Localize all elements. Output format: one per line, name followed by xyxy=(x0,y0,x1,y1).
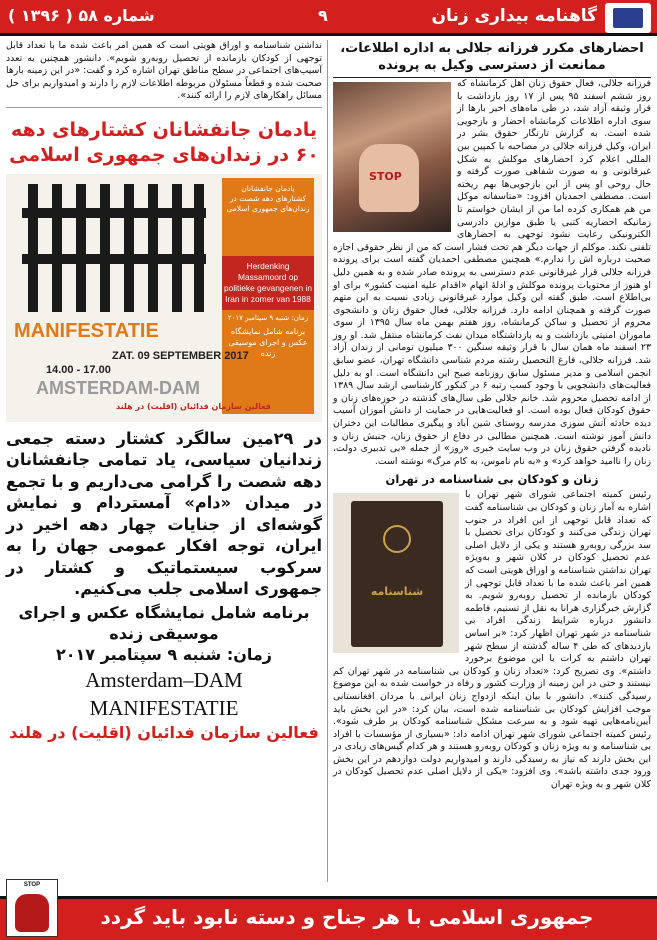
issue-number: شماره ۵۸ ( ۱۳۹۶ ) xyxy=(8,6,155,25)
memorial-title: یادمان جانفشانان کشتارهای دهه ۶۰ در زندان‌های جمهوری اسلامی xyxy=(9,118,319,166)
id-booklet-label: شناسنامه xyxy=(370,585,424,599)
article2-continuation: نداشتن شناسنامه و اوراق هویتی است که همین امر باعث شده ما با تعداد قابل توجهی از کودکان بازمانده از تحصیل روبه‌رو شویم». دانشور همچنین به تعدد آسیب‌های اجتماعی در سطح مناطق تهران اشاره کرد و گفت: «در این زمینه بارها صحبت شده و قطعاً مسئولان مربوطه اطلاعات لازم را دارند و امیدواریم برای حل مسائل راهکارهای لازم را ارائه کنند». xyxy=(6,40,322,108)
memorial-date: زمان: شنبه ۹ سپتامبر ۲۰۱۷ xyxy=(56,644,272,664)
poster-date: ZAT. 09 SEPTEMBER 2017 xyxy=(112,349,249,362)
article1-body: فرزانه جلالی، فعال حقوق زنان اهل کرمانشاه که روز ششم اسفند ۹۵ پس از ۱۷ روز بازداشت با قرار وثیقه آزاد شد، در طی ماه‌های اخیر بارها از سوی اداره اطلاعات کرمانشاه احضار و بازجویی شده است. به گزارش تارنگار حقوق بشر در ایران، وکیل فرزانه جلالی در مصاحبه با کمپین بین المللی اعلام کرد احضارهای موکلش به شکل غیرقانونی و به صورت شفاهی صورت گرفته و حال روحی او پس از این بازجویی‌ها بهم ریخته است. مصطفی احمدیان افزود: «متاسفانه موکل من هم همکاری کرده اما من از ایشان خواستم تا زمانیکه احضاریه کتبی یا طبق موازین دادرسی الکترونیکی رعایت نشود توجهی به احضارهای تلفنی نکند. موکلم از جهات دیگر هم تحت فشار است که من از نظر حقوقی اجازه صحبت درباره اش را ندارم.» همچنین مصطفی احمدیان گفته است برای پرونده فرزانه جلالی قرار غیرقانونی عدم دسترسی به پرونده صادر شده و به همین دلیل او هنوز از محتویات پرونده موکلش و ادلهٔ اتهام «اقدام علیه امنیت کشور» برای او بی‌اطلاع است. طبق گفته این وکیل موارد غیرقانونی زیادی نسبت به این متهم صورت گرفته و همچنان ادامه دارد. فرزانه جلالی، فعال حقوق زنان و دانشجوی محروم از تحصیل و ساکن کرمانشاه، روز هفتم بهمن ماه سال ۱۳۹۵ از سوی ماموران امنیتی بازداشت و به بازداشتگاه میدان نفت کرمانشاه منتقل شد. او روز ۲۳ اسفند ماه همان سال با قرار وثیقه سنگین ۳۰۰ میلیون تومانی از زندان آزاد شد. فرزانه جلالی، فارغ التحصیل رشته مردم شناسی دانشگاه تهران، عضو سابق انجمن اسلامی و مدیر مسئول سابق روزنامه صبح این دانشگاه است. او به دلیل فعالیت‌های دانشجویی با وجود کسب رتبه ۶ در کنکور کارشناسی ارشد سال ۱۳۸۹ از ادامه تحصیل محروم شد. خانم جلالی طی سال‌های گذشته در حوزه‌های زنان و حقوق کودکان فعال بوده است. او فعالیت‌هایی در حمایت از دانش آموزان آسیب دیده حادثه آتش سوزی مدرسه روستای شین آباد و پیگیری مطالبات این دختران دانش آموز نوشته است. همچنین مطالبی در دفاع از حقوق زنان، جنبش زنان و نادیده گرفتن حقوق زنان در وب سایت خبری «روز» از جمله «بی تدبیری دولت، زنان را ناامید خواهد کرد» و «به نام ناموس، به کام مرگ» نوشته است. xyxy=(333,78,652,467)
poster-fa-program: برنامه شامل نمایشگاه عکس و اجرای موسیقی زنده xyxy=(228,326,308,358)
poster-place: AMSTERDAM-DAM xyxy=(36,377,200,398)
article2-title: زنان و کودکان بی شناسنامه در تهران xyxy=(385,472,599,487)
page-footer xyxy=(0,882,657,940)
stop-hand-icon xyxy=(359,144,419,212)
poster-orange-panel xyxy=(222,178,314,414)
memorial-program: برنامه شامل نمایشگاه عکس و اجرای موسیقی زنده xyxy=(18,602,310,643)
left-column xyxy=(6,40,322,743)
right-column xyxy=(333,40,651,792)
id-booklet-cover xyxy=(351,501,443,647)
event-poster xyxy=(6,174,322,422)
stop-logo-text: STOP xyxy=(23,882,41,888)
id-booklet-photo-icon xyxy=(333,493,459,653)
poster-org: فعالین سازمان فدائیان (اقلیت) در هلند xyxy=(116,401,271,411)
prison-bars-icon xyxy=(28,184,198,314)
memorial-main-text: در ۲۹مین سالگرد کشتار دسته جمعی زندانیان سیاسی، یاد تمامی جانفشانان دهه شصت را گرامی می‌داریم و با تجمع در میدان «دام» آمستردام و نمایش گوشه‌ای از جنایات چهار دهه اخیر در ایران، توجه افکار عمومی جهان را به سرکوب سیستماتیک و کشتار در جمهوری اسلامی جلب می‌کنیم. xyxy=(6,428,322,599)
article1-title: احضارهای مکرر فرزانه جلالی به اداره اطلاعات، ممانعت از دسترسی وکیل به پرونده xyxy=(333,40,651,78)
footer-slogan: جمهوری اسلامی با هر جناح و دسته نابود باید گردد xyxy=(100,905,594,929)
portrait-photo-icon xyxy=(333,82,451,232)
column-divider xyxy=(327,40,328,882)
page-number: ۹ xyxy=(318,6,328,25)
page-header xyxy=(0,0,657,36)
publication-logo-icon xyxy=(605,3,651,33)
memorial-manifestatie: MANIFESTATIE xyxy=(89,695,239,720)
poster-fa-heading: یادمان جانفشانان کشتارهای دهه شصت در زندان‌های جمهوری اسلامی xyxy=(226,183,310,213)
poster-manifestatie: MANIFESTATIE xyxy=(14,319,159,342)
red-hand-icon xyxy=(15,894,49,932)
article2-body: رئیس کمیته اجتماعی شورای شهر تهران با اشاره به آمار زنان و کودکان بی شناسنامه گفت که تعداد قابل توجهی از این افراد در جنوب تهران زندگی می‌کنند و کودکان برای تحصیل با سد بزرگی روبه‌رو هستند و یکی از دلایل اصلی عدم تحصیل کودکان در کلان شهر و به‌ویژه تهران نداشتن شناسنامه و اوراق هویتی است که همین امر باعث شده ما با تعداد قابل توجهی از کودکان بازمانده از تحصیل روبه‌رو شویم. به گزارش خبرگزاری هرانا به نقل از تسنیم، فاطمه دانشور درباره شرایط زندگی افراد بی شناسنامه در شهر تهران اظهار کرد: «بر اساس بازدیدهای که طی ۴ ساله گذشته از سطح شهر تهران داشتم به کرات با این موضوع برخورد داشتم». وی تصریح کرد: «تعداد زنان و کودکان بی شناسنامه در شهر تهران کم نیستند و حتی در این زمینه از وزارت کشور و رفاه در خواست شده به این موضوع رسیدگی کنند». دانشور با بیان اینکه ازدواج زنان ایرانی با مردان افغانستانی موجب افزایش کودکان بی شناسنامه شده است، بیان کرد: «در این بخش باید آیین‌نامه‌هایی تهیه شود و به سرعت مشکل شناسنامه کودکان بر طرف شود». رئیس کمیته اجتماعی شورای شهر تهران ادامه داد: «بسیاری از مؤسسات با افراد بی شناسنامه و به ویژه زنان و کودکان روبه‌رو هستند و هر کدام گیس‌های زیادی در این بخش دارند که نیاز به رسیدگی دارند و امیدواریم دولت دوازدهم در این بخش ورود جدی داشته باشد». وی افزود: «یکی از دلایل اصلی عدم تحصیل کودکان در کلان شهر و به ویژه تهران xyxy=(333,489,652,791)
emblem-icon xyxy=(383,525,411,553)
poster-fa-date: زمان: شنبه ۹ سپتامبر ۲۰۱۷ xyxy=(227,313,309,322)
poster-nl-text: Herdenking Massamoord op politieke gevangenen in Iran in zomer van 1988 xyxy=(222,256,314,310)
stop-execution-logo-icon xyxy=(6,879,58,937)
memorial-org: فعالین سازمان فدائیان (اقلیت) در هلند xyxy=(9,722,319,742)
poster-time: 14.00 - 17.00 xyxy=(46,363,111,376)
memorial-place: Amsterdam–DAM xyxy=(85,667,243,692)
publication-title: گاهنامه بیداری زنان xyxy=(431,6,597,26)
